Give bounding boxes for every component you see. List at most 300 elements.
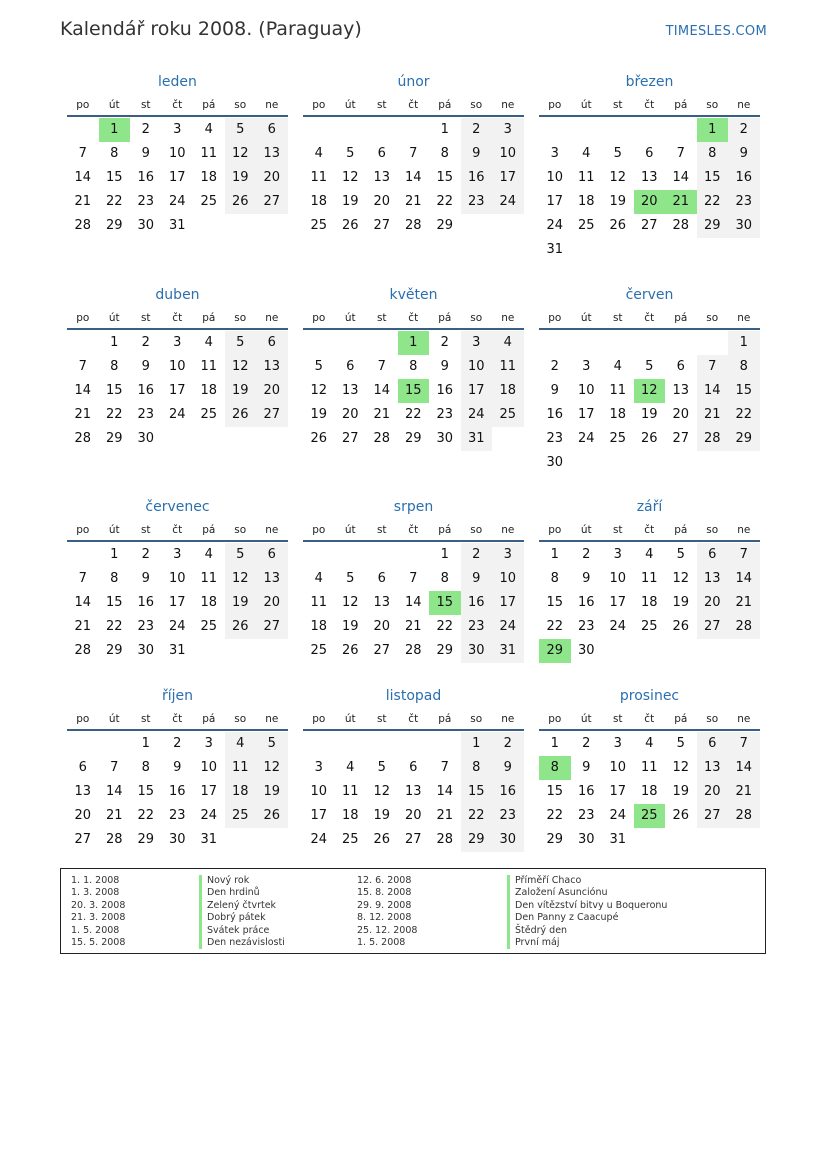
day-cell: 6 — [377, 571, 386, 586]
day-cell: 13 — [697, 567, 729, 591]
legend-left-names — [199, 875, 285, 949]
day-cell: 19 — [341, 619, 359, 634]
weekday-label: čt — [644, 713, 655, 725]
day-cell: 20 — [373, 194, 391, 209]
day-cell: 2 — [492, 732, 524, 756]
legend-entry: 1. 5. 2008 — [71, 924, 120, 936]
day-cell: 21 — [74, 407, 92, 422]
day-grid — [539, 118, 760, 262]
weekday-label: st — [612, 524, 623, 536]
day-cell: 10 — [492, 567, 524, 591]
day-cell: 26 — [225, 190, 257, 214]
day-cell: 9 — [440, 359, 449, 374]
day-cell: 29 — [105, 643, 123, 658]
empty-cell — [602, 118, 634, 142]
day-cell: 15 — [728, 379, 760, 403]
day-cell: 30 — [546, 455, 564, 470]
day-cell: 18 — [200, 170, 218, 185]
day-cell: 31 — [168, 643, 186, 658]
day-cell: 2 — [440, 335, 449, 350]
empty-cell — [366, 732, 398, 756]
weekday-label: čt — [408, 99, 419, 111]
weekday-label: st — [140, 312, 151, 324]
day-cell: 23 — [461, 615, 493, 639]
day-cell: 21 — [373, 407, 391, 422]
weekday-label: pá — [202, 524, 216, 536]
legend-entry: Den hrdinů — [199, 887, 285, 899]
legend-entry: Svátek práce — [199, 925, 285, 937]
day-cell: 11 — [310, 595, 328, 610]
day-cell: 2 — [173, 736, 182, 751]
day-cell: 20 — [256, 166, 288, 190]
weekday-label: st — [376, 99, 387, 111]
day-cell: 22 — [404, 407, 422, 422]
day-cell: 18 — [640, 784, 658, 799]
day-cell: 1 — [550, 736, 559, 751]
day-cell: 7 — [676, 146, 685, 161]
day-cell: 28 — [672, 218, 690, 233]
day-cell: 23 — [577, 808, 595, 823]
day-cell: 25 — [609, 431, 627, 446]
month-name: srpen — [393, 499, 434, 515]
day-grid — [67, 118, 288, 238]
day-cell: 17 — [168, 595, 186, 610]
day-cell: 15 — [436, 170, 454, 185]
day-cell: 23 — [436, 407, 454, 422]
day-cell: 19 — [672, 595, 690, 610]
day-cell: 15 — [105, 595, 123, 610]
empty-cell — [571, 118, 603, 142]
day-cell: 15 — [697, 166, 729, 190]
weekday-label: so — [706, 713, 719, 725]
day-cell: 25 — [577, 218, 595, 233]
month-červen — [539, 285, 760, 475]
day-cell: 8 — [141, 760, 150, 775]
weekday-label: čt — [172, 524, 183, 536]
day-cell: 3 — [492, 543, 524, 567]
day-cell: 14 — [373, 383, 391, 398]
weekday-label: po — [548, 99, 562, 111]
weekday-label: ne — [737, 312, 751, 324]
weekday-label: so — [470, 713, 483, 725]
day-cell: 3 — [204, 736, 213, 751]
weekday-label: so — [706, 99, 719, 111]
day-cell: 1 — [110, 547, 119, 562]
day-cell: 4 — [225, 732, 257, 756]
day-cell: 30 — [577, 832, 595, 847]
day-grid — [303, 732, 524, 852]
day-cell: 17 — [609, 595, 627, 610]
weekday-label: pá — [202, 312, 216, 324]
weekday-label: ne — [265, 99, 279, 111]
day-cell: 23 — [546, 431, 564, 446]
day-cell: 21 — [105, 808, 123, 823]
weekday-label: st — [140, 99, 151, 111]
legend-entry: 1. 3. 2008 — [71, 887, 120, 899]
weekday-label: so — [706, 312, 719, 324]
day-cell: 18 — [640, 595, 658, 610]
weekday-header — [539, 520, 760, 542]
day-cell: 28 — [697, 427, 729, 451]
month-srpen — [303, 497, 524, 663]
day-cell: 31 — [546, 242, 564, 257]
day-cell: 18 — [200, 383, 218, 398]
brand-link[interactable]: TIMESLES.COM — [665, 24, 767, 39]
day-cell: 11 — [200, 571, 218, 586]
legend-entry: Nový rok — [199, 875, 285, 887]
holiday-day: 29 — [539, 639, 571, 663]
day-cell: 24 — [310, 832, 328, 847]
day-cell: 4 — [492, 331, 524, 355]
month-name: duben — [155, 287, 200, 303]
day-cell: 13 — [373, 595, 391, 610]
weekday-label: so — [234, 99, 247, 111]
empty-cell — [602, 331, 634, 355]
day-cell: 24 — [577, 431, 595, 446]
day-cell: 7 — [409, 146, 418, 161]
holiday-day: 15 — [398, 379, 430, 403]
holiday-day: 1 — [99, 118, 131, 142]
day-cell: 30 — [436, 431, 454, 446]
day-cell: 9 — [461, 142, 493, 166]
weekday-label: po — [548, 524, 562, 536]
weekday-label: ne — [265, 312, 279, 324]
weekday-label: čt — [408, 713, 419, 725]
weekday-label: út — [344, 713, 356, 725]
day-cell: 30 — [461, 639, 493, 663]
day-cell: 11 — [609, 383, 627, 398]
day-cell: 27 — [404, 832, 422, 847]
holiday-day: 12 — [634, 379, 666, 403]
day-cell: 11 — [341, 784, 359, 799]
day-cell: 12 — [341, 170, 359, 185]
weekday-label: so — [234, 312, 247, 324]
day-cell: 10 — [310, 784, 328, 799]
legend-right-dates — [357, 875, 417, 949]
day-cell: 23 — [137, 407, 155, 422]
empty-cell — [303, 331, 335, 355]
weekday-header — [539, 95, 760, 117]
weekday-label: po — [312, 312, 326, 324]
day-cell: 16 — [577, 595, 595, 610]
weekday-label: čt — [172, 312, 183, 324]
day-cell: 23 — [492, 804, 524, 828]
day-cell: 4 — [645, 547, 654, 562]
empty-cell — [634, 331, 666, 355]
empty-cell — [665, 331, 697, 355]
day-cell: 26 — [672, 808, 690, 823]
month-name: květen — [389, 287, 438, 303]
weekday-header — [67, 520, 288, 542]
legend-entry: 15. 8. 2008 — [357, 887, 412, 899]
day-cell: 6 — [645, 146, 654, 161]
day-cell: 25 — [310, 218, 328, 233]
weekday-label: po — [312, 524, 326, 536]
day-cell: 27 — [74, 832, 92, 847]
weekday-label: út — [108, 713, 120, 725]
weekday-label: čt — [408, 312, 419, 324]
day-cell: 2 — [728, 118, 760, 142]
day-cell: 5 — [377, 760, 386, 775]
day-cell: 6 — [346, 359, 355, 374]
day-cell: 8 — [728, 355, 760, 379]
day-cell: 4 — [204, 547, 213, 562]
day-cell: 24 — [168, 194, 186, 209]
month-září — [539, 497, 760, 663]
day-cell: 20 — [697, 780, 729, 804]
day-cell: 9 — [141, 571, 150, 586]
day-cell: 12 — [310, 383, 328, 398]
holiday-day: 21 — [665, 190, 697, 214]
day-cell: 7 — [377, 359, 386, 374]
day-cell: 4 — [204, 335, 213, 350]
day-cell: 27 — [256, 615, 288, 639]
day-cell: 17 — [168, 383, 186, 398]
weekday-label: st — [376, 524, 387, 536]
weekday-label: st — [376, 312, 387, 324]
empty-cell — [67, 118, 99, 142]
day-cell: 31 — [461, 427, 493, 451]
day-cell: 9 — [141, 146, 150, 161]
day-cell: 8 — [461, 756, 493, 780]
month-name: prosinec — [619, 688, 680, 704]
weekday-label: st — [612, 312, 623, 324]
day-cell: 19 — [256, 780, 288, 804]
day-cell: 23 — [728, 190, 760, 214]
day-cell: 10 — [609, 760, 627, 775]
day-cell: 5 — [645, 359, 654, 374]
empty-cell — [67, 331, 99, 355]
day-grid — [67, 732, 288, 852]
day-cell: 27 — [256, 403, 288, 427]
empty-cell — [697, 331, 729, 355]
day-cell: 28 — [74, 643, 92, 658]
day-cell: 1 — [110, 335, 119, 350]
day-cell: 8 — [110, 146, 119, 161]
day-cell: 25 — [200, 619, 218, 634]
day-cell: 27 — [373, 218, 391, 233]
day-cell: 2 — [461, 543, 493, 567]
month-květen — [303, 285, 524, 451]
day-cell: 1 — [440, 122, 449, 137]
empty-cell — [335, 331, 367, 355]
month-name: březen — [625, 74, 674, 90]
day-grid — [303, 331, 524, 451]
day-cell: 16 — [137, 595, 155, 610]
day-cell: 19 — [225, 591, 257, 615]
month-name: červen — [625, 287, 674, 303]
day-cell: 8 — [409, 359, 418, 374]
day-cell: 1 — [728, 331, 760, 355]
day-cell: 6 — [78, 760, 87, 775]
day-cell: 7 — [110, 760, 119, 775]
day-cell: 5 — [346, 146, 355, 161]
empty-cell — [571, 331, 603, 355]
weekday-label: út — [580, 524, 592, 536]
day-cell: 8 — [110, 571, 119, 586]
day-cell: 3 — [492, 118, 524, 142]
day-cell: 9 — [461, 567, 493, 591]
day-grid — [303, 543, 524, 663]
empty-cell — [99, 732, 131, 756]
day-cell: 18 — [225, 780, 257, 804]
day-cell: 17 — [200, 784, 218, 799]
weekday-label: čt — [644, 99, 655, 111]
legend-entry: Příměří Chaco — [507, 875, 667, 887]
day-cell: 9 — [141, 359, 150, 374]
weekday-label: so — [706, 524, 719, 536]
weekday-label: ne — [737, 99, 751, 111]
empty-cell — [366, 543, 398, 567]
day-cell: 14 — [728, 567, 760, 591]
weekday-label: st — [140, 713, 151, 725]
month-říjen — [67, 686, 288, 852]
month-prosinec — [539, 686, 760, 852]
weekday-label: čt — [172, 713, 183, 725]
day-cell: 1 — [550, 547, 559, 562]
day-cell: 12 — [609, 170, 627, 185]
empty-cell — [335, 732, 367, 756]
empty-cell — [539, 118, 571, 142]
holiday-day: 1 — [697, 118, 729, 142]
day-cell: 3 — [173, 335, 182, 350]
empty-cell — [67, 732, 99, 756]
day-cell: 22 — [546, 619, 564, 634]
day-cell: 16 — [461, 166, 493, 190]
day-cell: 1 — [461, 732, 493, 756]
legend-entry: 20. 3. 2008 — [71, 899, 126, 911]
day-cell: 22 — [137, 808, 155, 823]
weekday-label: pá — [674, 713, 688, 725]
weekday-label: út — [580, 713, 592, 725]
weekday-label: po — [76, 99, 90, 111]
weekday-header — [67, 95, 288, 117]
weekday-label: pá — [438, 713, 452, 725]
day-cell: 18 — [310, 194, 328, 209]
weekday-label: so — [234, 524, 247, 536]
holiday-legend — [60, 868, 766, 954]
day-cell: 29 — [697, 214, 729, 238]
day-cell: 11 — [640, 760, 658, 775]
month-name: únor — [397, 74, 430, 90]
weekday-header — [303, 709, 524, 731]
day-cell: 2 — [141, 547, 150, 562]
holiday-day: 15 — [429, 591, 461, 615]
weekday-header — [67, 709, 288, 731]
day-cell: 13 — [256, 355, 288, 379]
day-cell: 20 — [256, 591, 288, 615]
day-cell: 10 — [168, 571, 186, 586]
weekday-label: st — [140, 524, 151, 536]
day-cell: 28 — [74, 431, 92, 446]
legend-entry: Založení Asunciónu — [507, 887, 667, 899]
day-cell: 20 — [404, 808, 422, 823]
day-cell: 23 — [461, 190, 493, 214]
day-cell: 25 — [200, 407, 218, 422]
weekday-header — [67, 308, 288, 330]
weekday-label: ne — [265, 713, 279, 725]
day-cell: 27 — [341, 431, 359, 446]
legend-entry: 29. 9. 2008 — [357, 899, 412, 911]
day-cell: 29 — [461, 828, 493, 852]
day-cell: 16 — [728, 166, 760, 190]
day-cell: 16 — [168, 784, 186, 799]
day-cell: 24 — [168, 407, 186, 422]
day-cell: 29 — [728, 427, 760, 451]
day-cell: 21 — [404, 194, 422, 209]
weekday-label: út — [344, 99, 356, 111]
legend-entry: Dobrý pátek — [199, 912, 285, 924]
day-cell: 27 — [697, 804, 729, 828]
day-cell: 14 — [404, 170, 422, 185]
day-cell: 30 — [168, 832, 186, 847]
day-cell: 7 — [697, 355, 729, 379]
month-červenec — [67, 497, 288, 663]
day-cell: 31 — [168, 218, 186, 233]
day-cell: 10 — [546, 170, 564, 185]
day-cell: 13 — [697, 756, 729, 780]
day-cell: 5 — [225, 331, 257, 355]
weekday-label: út — [344, 524, 356, 536]
day-cell: 22 — [697, 190, 729, 214]
day-cell: 11 — [577, 170, 595, 185]
day-cell: 16 — [436, 383, 454, 398]
day-grid — [539, 543, 760, 663]
weekday-label: pá — [438, 312, 452, 324]
weekday-label: po — [312, 713, 326, 725]
day-cell: 28 — [728, 804, 760, 828]
empty-cell — [335, 543, 367, 567]
empty-cell — [634, 118, 666, 142]
day-cell: 19 — [640, 407, 658, 422]
legend-entry: Den Panny z Caacupé — [507, 912, 667, 924]
month-name: září — [636, 499, 663, 515]
day-cell: 4 — [204, 122, 213, 137]
day-cell: 14 — [728, 756, 760, 780]
weekday-label: út — [580, 99, 592, 111]
day-cell: 15 — [546, 784, 564, 799]
day-cell: 4 — [314, 146, 323, 161]
day-cell: 24 — [461, 403, 493, 427]
day-cell: 27 — [640, 218, 658, 233]
day-cell: 19 — [341, 194, 359, 209]
weekday-header — [303, 308, 524, 330]
day-cell: 6 — [697, 732, 729, 756]
day-cell: 24 — [492, 615, 524, 639]
day-cell: 4 — [582, 146, 591, 161]
day-cell: 2 — [141, 122, 150, 137]
day-cell: 29 — [105, 218, 123, 233]
day-cell: 22 — [436, 194, 454, 209]
day-cell: 31 — [492, 639, 524, 663]
day-cell: 6 — [676, 359, 685, 374]
day-cell: 28 — [105, 832, 123, 847]
weekday-label: út — [580, 312, 592, 324]
day-cell: 13 — [256, 142, 288, 166]
day-cell: 23 — [137, 194, 155, 209]
legend-entry: 25. 12. 2008 — [357, 924, 418, 936]
day-cell: 15 — [461, 780, 493, 804]
day-cell: 11 — [200, 359, 218, 374]
day-cell: 23 — [137, 619, 155, 634]
day-cell: 24 — [492, 190, 524, 214]
day-cell: 10 — [577, 383, 595, 398]
day-cell: 16 — [137, 383, 155, 398]
day-cell: 3 — [613, 547, 622, 562]
weekday-label: čt — [644, 312, 655, 324]
day-grid — [539, 732, 760, 852]
empty-cell — [366, 331, 398, 355]
